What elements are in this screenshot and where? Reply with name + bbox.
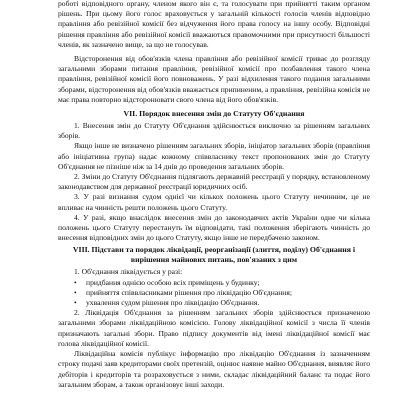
section-8-intro: 1. Об'єднання ліквідується у разі:	[74, 267, 183, 277]
section-7-item-2: Якщо інше не визначено рішенням загальних зборів, ініціатор загальних зборів (правління або ініціативна група) надає кожному співвласнику текст пропонованих змін до Статуту Об'єднання не пізніше ніж за 14 днів до проведення загальних зборів.	[58, 141, 370, 171]
section-7-item-4: 3. У разі визнання судом однієї чи кількох положень цього Статуту нечинним, це не впливає на чинність решти положень цього Статуту.	[58, 192, 370, 212]
section-7-item-5: 4. У разі, якщо внаслідок внесення змін до законодавчих актів України одне чи кілька положень цього Статуту перестануть їм відповідати, такі положення зберігають чинність до внесення відповідних змін до цього Статуту, якщо інше не передбачено законом.	[58, 212, 370, 243]
suspension-paragraph: Відсторонення від обов'язків члена правління або ревізійної комісії триває до розгляду загальними зборами питання правління, ревізійної комісії про позбавлення такого члена правління, ревізійної комісії його повноважень. У разі відхилення такого подання загальними зборами, відсторонення від обов'язків вважається припиненим, а правління, ревізійна комісія не має права повторно відсторонювати свого члена від його обов'язків.	[58, 54, 370, 104]
list-item: • прийняття співвласниками рішення про ліквідацію Об'єднання;	[86, 288, 370, 298]
liquidation-reasons-list	[58, 278, 370, 309]
top-paragraph: роботі відповідного органу, членом якого він є, та голосувати при прийнятті таким органом рішень. При цьому його голос враховується у загальній кількості голосів членів відповідно правління або ревізійної комісії без відчуження його права голосу на іншу особу. Відповідні рішення правління або ревізійної комісії вважаються правомочними при присутності більшості членів, як зазначено вище, за що не голосував.	[58, 0, 370, 49]
section-8-title-line-2: вирішення майнових питань, пов'язаних з цим	[130, 255, 298, 265]
section-7-item-3: 2. Зміни до Статуту Об'єднання підлягають державній реєстрації у порядку, встановленому законодавством для державної реєстрації юридичних осіб.	[58, 172, 370, 192]
list-item: • ухвалення судом рішення про ліквідацію Об'єднання.	[86, 298, 370, 308]
section-7-title: VII. Порядок внесення змін до Статуту Об'єднання	[123, 109, 305, 119]
section-8-paragraph-2: 2. Ліквідація Об'єднання за рішенням загальних зборів здійснюється призначеною загальними зборами ліквідаційною комісією. Голову ліквідаційної комісії з числа її членів призначають загальні збори. Право підпису документів від імені ліквідаційної комісії має голова ліквідаційної комісії.	[58, 308, 370, 348]
section-8-paragraph-3: Ліквідаційна комісія публікує інформацію про ліквідацію Об'єднання із зазначенням строку подачі заяв кредиторами своїх претензій, оцінює наявне майно Об'єднання, виявляє його дебіторів і кредиторів та розраховується з ними, складає ліквідаційний баланс та подає його загальним зборам, а також організовує інші заходи.	[58, 349, 370, 389]
document-page	[58, 0, 370, 390]
section-8-title-line-1: VIII. Підстави та порядок ліквідації, реорганізації (злиття, поділу) Об'єднання і	[72, 245, 356, 255]
list-item: • придбання однією особою всіх приміщень у будинку;	[86, 278, 370, 288]
section-7-item-1: 1. Внесення змін до Статуту Об'єднання здійснюється виключно за рішенням загальних зборів.	[58, 121, 370, 141]
section-8-title	[58, 245, 370, 265]
